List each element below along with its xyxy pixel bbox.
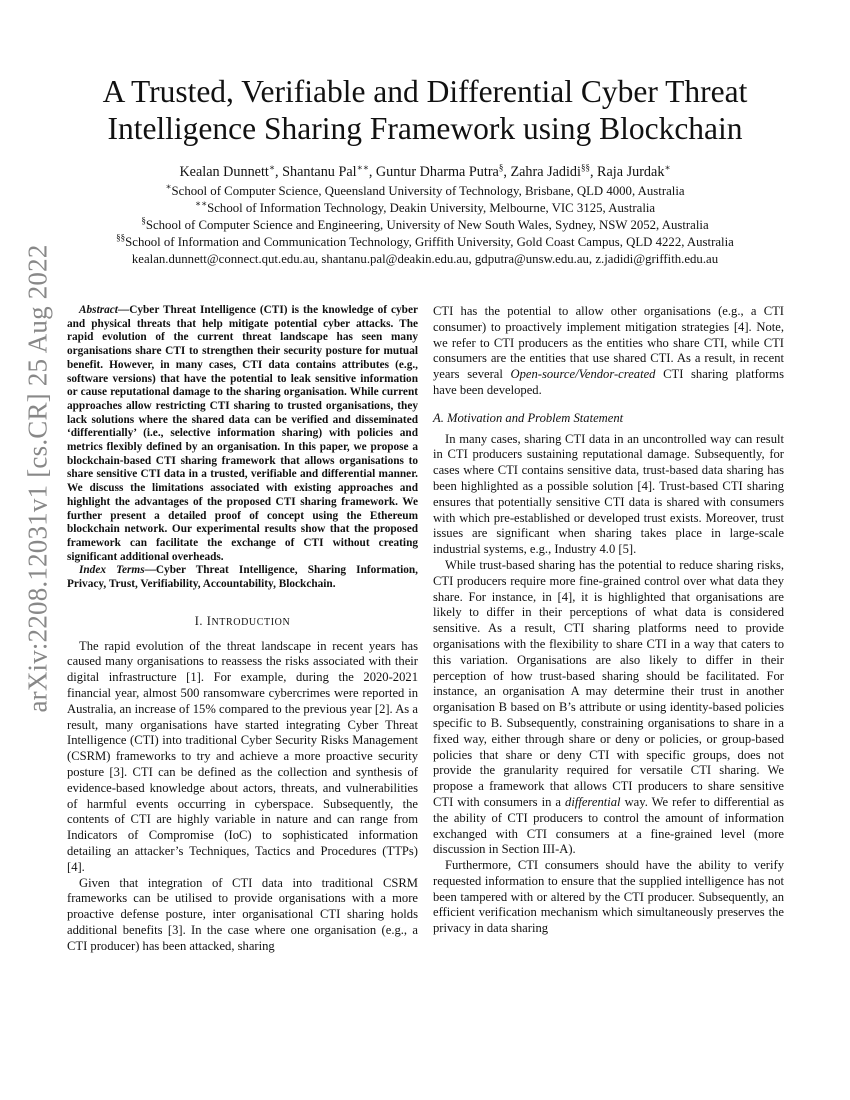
author-emails[interactable]: kealan.dunnett@connect.qut.edu.au, shantanu.pal@deakin.edu.au, gdputra@unsw.edu.au, z.jadidi@griffith.edu.au [131,252,719,266]
author-mark: ∗ [664,162,671,173]
author-name: Raja Jurdak [597,164,665,180]
arxiv-identifier: arXiv:2208.12031v1 [cs.CR] 25 Aug 2022 [22,243,53,713]
subsection-heading: A. Motivation and Problem Statement [433,410,624,425]
index-terms-text: Cyber Threat Intelligence, Sharing Information, Privacy, Trust, Verifiability, Accountability, Blockchain. [67,564,418,591]
author-separator: , [503,164,511,180]
paragraph: Furthermore, CTI consumers should have the ability to verify requested information to ensure that the supplied intelligence has not been tampered with or altered by the CTI producer. Subsequently, an efficient verification mechanism which simultaneously preserves the privacy in data sharing [433,858,784,936]
affiliation [40,234,810,251]
abstract-dash: — [117,304,130,316]
paragraph-text: way. We refer to differential as the ability of CTI producers to control the amount of information exchanged with CTI consumers at a fine-grained level (more discussion in Section III-A). [433,794,784,857]
paragraph: The rapid evolution of the threat landscape in recent years has caused many organisations to reassess the risks associated with their digital infrastructure [1]. For example, during the 2020-2021 financial year, almost 500 ransomware cybercrimes were reported in Australia, an increase of 15% compared to the previous year [2]. As a result, many organisations have started integrating Cyber Threat Intelligence (CTI) into traditional Cyber Security Risks Management (CSRM) frameworks to try and achieve a more proactive security posture [3]. CTI can be defined as the collection and synthesis of evidence-based knowledge about actors, threats, and vulnerabilities of harmful events occurring in cyberspace. Subsequently, the contents of CTI are highly variable in nature and can range from Indicators of Compromise (IoC) to sophisticated information detailing an attacker’s Techniques, Tactics and Procedures (TTPs) [4]. [67,638,418,874]
paragraph: In many cases, sharing CTI data in an uncontrolled way can result in CTI producers sustaining reputational damage. Subsequently, for cases where CTI contains sensitive data, trust-based data sharing has been highlighted as a possible solution [4]. Trust-based CTI sharing ensures that potentially sensitive CTI data is shared with consumers with which pre-established or developed trust exists. Moreover, trust issues are significant when sharing takes place in large-scale industrial systems, e.g., Industry 4.0 [5]. [433,431,784,557]
affiliation [40,200,810,217]
abstract-text: Cyber Threat Intelligence (CTI) is the knowledge of cyber and physical threats that help mitigate potential cyber attacks. The rapid evolution of the current threat landscape has seen many organisations share CTI to strengthen their security posture for mutual benefit. However, in many cases, CTI data contains attributes (e.g., software versions) that have the potential to leak sensitive information or cause reputational damage to the sharing organisation. While current approaches allow restricting CTI sharing to trusted organisations, they lack solutions where the shared data can be verified and disseminated ‘differentially’ (i.e., selective information sharing) with policies and metrics flexibly defined by an organisation. In this paper, we propose a blockchain-based CTI sharing framework that allows organisations to share sensitive CTI data in a trusted, verifiable and differential manner. We discuss the limitations associated with existing approaches and highlight the advantages of the proposed CTI sharing framework. We further present a detailed proof of concept using the Ethereum blockchain network. Our experimental results show that the proposed framework can facilitate the exchange of CTI without creating significant additional overheads. [67,304,418,563]
section-number: I. [194,613,207,628]
author-list [40,163,810,181]
affiliation [40,183,810,200]
affiliation-mark: ∗ [165,181,172,192]
author-separator: , [589,164,598,180]
author-mark: § [498,162,504,173]
author-name: Shantanu Pal [282,164,357,180]
author-name: Zahra Jadidi [510,164,581,180]
author-mark: ∗∗ [356,162,369,173]
author-separator: , [368,164,376,180]
author-name: Guntur Dharma Putra [375,164,499,180]
emphasis-text: differential [565,794,621,809]
affiliation-text: School of Computer Science and Engineering, University of New South Wales, Sydney, NSW 2052, Australia [145,218,709,232]
author-separator: , [275,164,283,180]
paragraph-text: CTI has the potential to allow other organisations (e.g., a CTI consumer) to proactively implement mitigation strategies [4]. Note, we refer to CTI producers as the entities who share CTI, while CTI consumers are the entities that use shared CTI. As a result, in recent years several [433,304,784,382]
author-mark: §§ [580,162,590,173]
index-terms-label: Index Terms [79,564,145,577]
arxiv-watermark [17,243,59,713]
index-terms-dash: — [144,564,156,577]
paragraph: Given that integration of CTI data into traditional CSRM frameworks can be utilised to provide organisations with a more proactive defense posture, inter organisational CTI sharing holds additional benefits [3]. In the case where one organisation (e.g., a CTI producer) has been attacked, sharing [67,875,418,953]
right-column [433,304,784,937]
index-terms [67,564,418,591]
abstract-label: Abstract [79,304,118,316]
section-initial: I [206,613,212,628]
abstract [67,304,418,564]
affiliation-text: School of Information Technology, Deakin University, Melbourne, VIC 3125, Australia [207,201,656,215]
paper-title: A Trusted, Verifiable and Differential Cyber Threat Intelligence Sharing Framework using Blockchain [102,74,748,146]
affiliation-text: School of Information and Communication Technology, Griffith University, Gold Coast Campus, QLD 4222, Australia [125,235,734,249]
section-title-rest: NTRODUCTION [211,616,291,628]
left-column [67,304,418,955]
paragraph-text: CTI sharing platforms have been developed. [433,367,784,397]
affiliation-mark: ∗∗ [194,198,208,209]
author-mark: ∗ [268,162,275,173]
section-heading-introduction [67,614,418,631]
emphasis-text: Open-source/Vendor-created [510,367,656,382]
affiliation-mark: § [141,215,146,226]
affiliation [40,217,810,234]
affiliation-text: School of Computer Science, Queensland University of Technology, Brisbane, QLD 4000, Australia [171,184,685,198]
paragraph [433,558,784,858]
affiliation-mark: §§ [116,232,126,243]
author-block [40,163,810,268]
paragraph-continued [433,304,784,399]
paragraph-text: While trust-based sharing has the potential to reduce sharing risks, CTI producers require more fine-grained control over what data they share. For instance, in [4], it is highlighted that organisations are likely to differ in their perceptions of what data is considered sensitive. As a result, CTI sharing platforms need to provide organisations with the flexibility to share CTI in a way that caters to this variation. Organisations are also likely to differ in their perception of how trust-based sharing should be facilitated. For instance, an organisation A may determine their trust in another organisation B based on B’s attribute or using identity-based policies specific to B. Subsequently, constraining organisations to share in a fixed way, either through share or deny or policies, or group-based policies that share or deny CTI with specific groups, does not provide the granularity required for versatile CTI sharing. We propose a framework that allows CTI producers to share sensitive CTI with consumers in a [433,557,784,809]
author-name: Kealan Dunnett [179,164,269,180]
